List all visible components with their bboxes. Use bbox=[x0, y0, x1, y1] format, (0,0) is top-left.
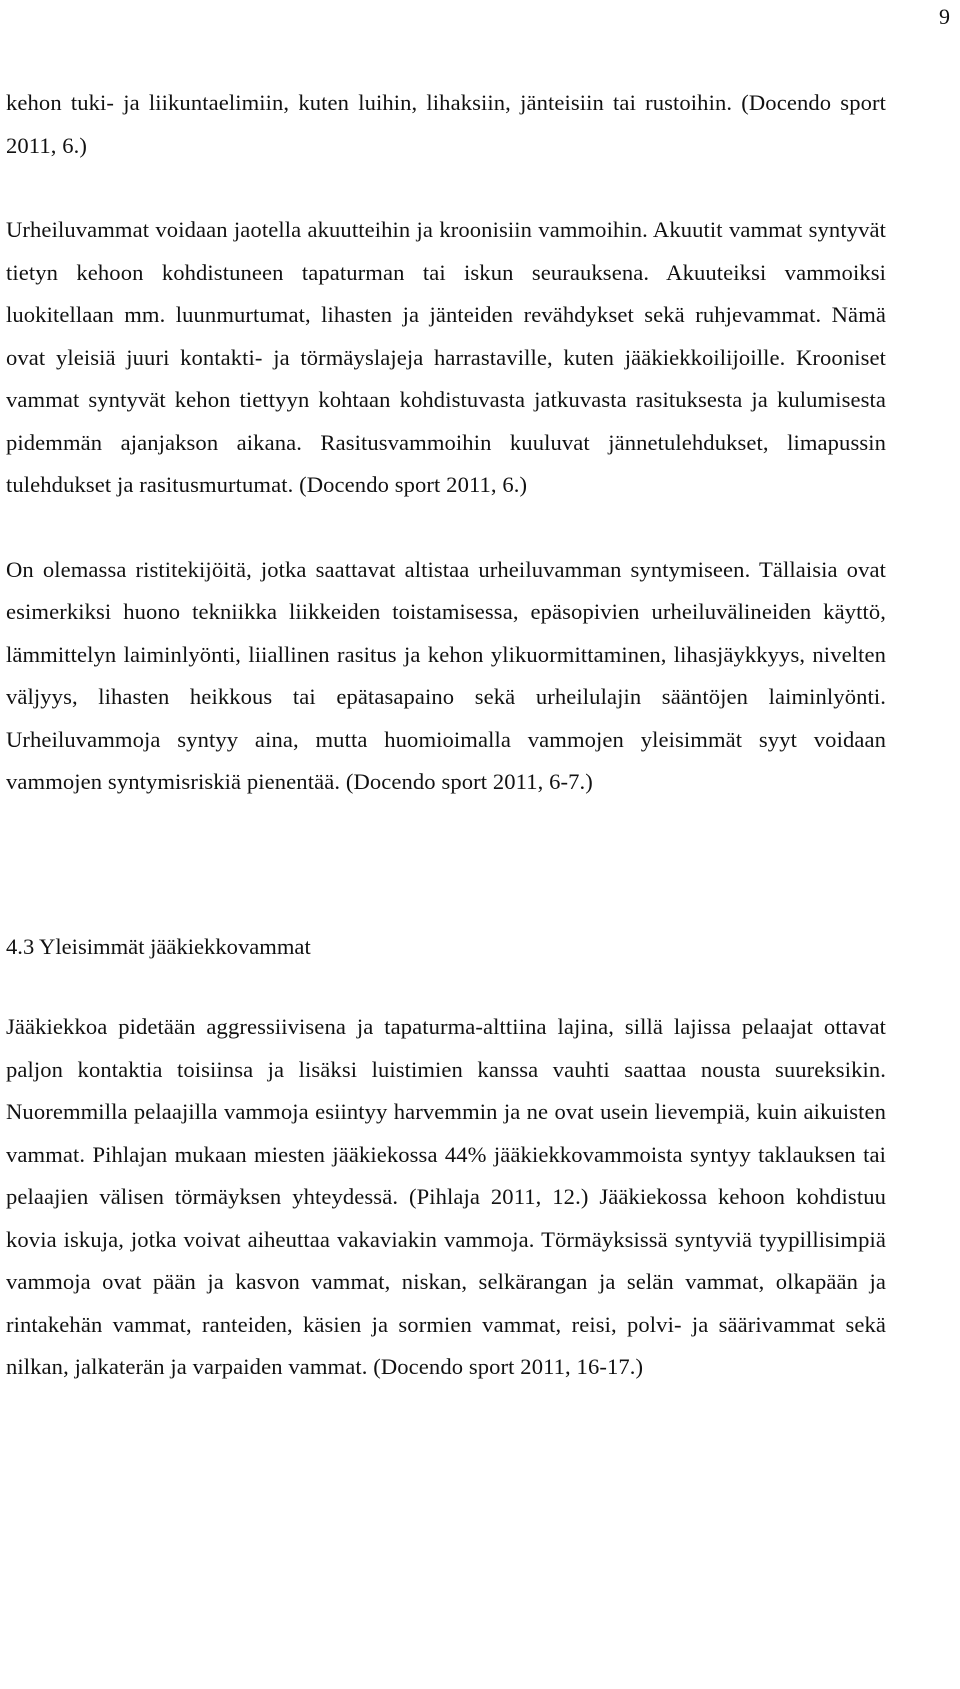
paragraph-hockey-injuries: Jääkiekkoa pidetään aggressiivisena ja tapaturma-alttiina lajina, sillä lajissa pelaajat ottavat paljon kontaktia toisiinsa ja lisäksi luistimien kanssa vauhti saattaa nousta suureksikin. Nuoremmilla pelaajilla vammoja esiintyy harvemmin ja ne ovat usein lievempiä, kuin aikuisten vammat. Pihlajan mukaan miesten jääkiekossa 44% jääkiekkovammoista syntyy taklauksen tai pelaajien välisen törmäyksen yhteydessä. (Pihlaja 2011, 12.) Jääkiekossa kehoon kohdistuu kovia iskuja, jotka voivat aiheuttaa vakaviakin vammoja. Törmäyksissä syntyviä tyypillisimpiä vammoja ovat pään ja kasvon vammat, niskan, selkärangan ja selän vammat, olkapään ja rintakehän vammat, ranteiden, käsien ja sormien vammat, reisi, polvi- ja säärivammat sekä nilkan, jalkaterän ja varpaiden vammat. (Docendo sport 2011, 16-17.) bbox=[6, 1014, 886, 1379]
paragraph-injury-types: Urheiluvammat voidaan jaotella akuutteihin ja kroonisiin vammoihin. Akuutit vammat syntyvät tietyn kehoon kohdistuneen tapaturman tai iskun seurauksena. Akuuteiksi vammoiksi luokitellaan mm. luunmurtumat, lihasten ja jänteiden revähdykset sekä ruhjevammat. Nämä ovat yleisiä juuri kontakti- ja törmäyslajeja harrastaville, kuten jääkiekkoilijoille. Krooniset vammat syntyvät kehon tiettyyn kohtaan kohdistuvasta jatkuvasta rasituksesta ja kulumisesta pidemmän ajanjakson aikana. Rasitusvammoihin kuuluvat jännetulehdukset, limapussin tulehdukset ja rasitusmurtumat. (Docendo sport 2011, 6.) bbox=[6, 217, 886, 497]
page-number: 9 bbox=[939, 4, 950, 29]
paragraph-risk-factors: On olemassa ristitekijöitä, jotka saattavat altistaa urheiluvamman syntymiseen. Tällaisia ovat esimerkiksi huono tekniikka liikkeiden toistamisessa, epäsopivien urheiluvälineiden käyttö, lämmittelyn laiminlyönti, liiallinen rasitus ja kehon ylikuormittaminen, lihasjäykkyys, nivelten väljyys, lihasten heikkous tai epätasapaino sekä urheilulajin sääntöjen laiminlyönti. Urheiluvammoja syntyy aina, mutta huomioimalla vammojen yleisimmät syyt voidaan vammojen syntymisriskiä pienentää. (Docendo sport 2011, 6-7.) bbox=[6, 556, 886, 794]
paragraph-continuation: kehon tuki- ja liikuntaelimiin, kuten luihin, lihaksiin, jänteisiin tai rustoihin. (Docendo sport 2011, 6.) bbox=[6, 90, 886, 158]
section-heading: 4.3 Yleisimmät jääkiekkovammat bbox=[6, 933, 311, 959]
document-body bbox=[6, 82, 886, 1389]
